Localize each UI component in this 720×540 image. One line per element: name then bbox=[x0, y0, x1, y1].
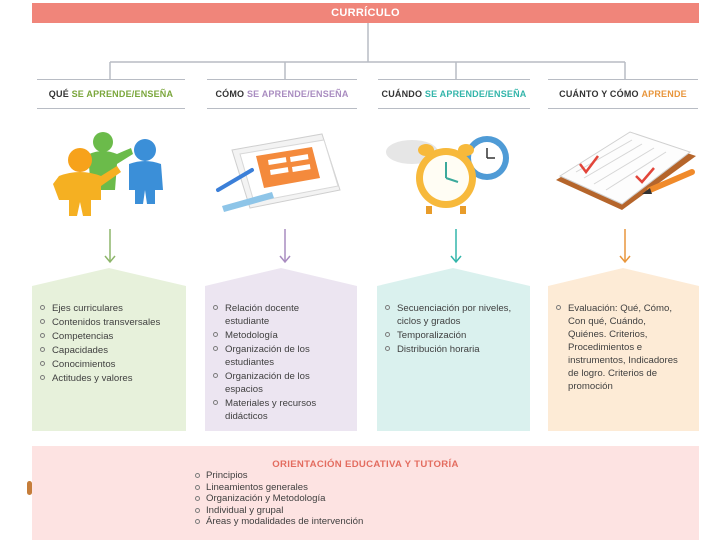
decorative-edge-mark bbox=[27, 481, 32, 495]
list-item: Materiales y recursos didácticos bbox=[211, 397, 351, 423]
list-item: Distribución horaria bbox=[383, 343, 525, 356]
list-item: Competencias bbox=[38, 330, 162, 343]
list-item: Lineamientos generales bbox=[195, 482, 363, 494]
list-item: Contenidos transversales bbox=[38, 316, 162, 329]
heading-cuando: CUÁNDO SE APRENDE/ENSEÑA bbox=[378, 79, 530, 109]
heading-cuanto: CUÁNTO Y CÓMO APRENDE bbox=[548, 79, 698, 109]
orientacion-list bbox=[195, 470, 363, 528]
people-figures-icon bbox=[45, 120, 175, 220]
list-item: Metodología bbox=[211, 329, 351, 342]
como-list bbox=[211, 302, 351, 424]
que-list bbox=[38, 302, 162, 386]
box-que bbox=[32, 268, 186, 431]
list-item: Conocimientos bbox=[38, 358, 162, 371]
orientacion-title: ORIENTACIÓN EDUCATIVA Y TUTORÍA bbox=[272, 459, 459, 470]
list-item: Principios bbox=[195, 470, 363, 482]
heading-como: CÓMO SE APRENDE/ENSEÑA bbox=[207, 79, 357, 109]
list-item: Organización de los estudiantes bbox=[211, 343, 340, 369]
box-como bbox=[205, 268, 357, 431]
box-cuando bbox=[377, 268, 530, 431]
cuando-list bbox=[383, 302, 525, 357]
list-item: Temporalización bbox=[383, 329, 525, 342]
curriculo-title: CURRÍCULO bbox=[331, 7, 400, 19]
notebook-pencil-icon bbox=[550, 120, 698, 220]
box-cuanto bbox=[548, 268, 699, 431]
list-item: Ejes curriculares bbox=[38, 302, 162, 315]
alarm-clock-icon bbox=[382, 120, 522, 220]
list-item: Capacidades bbox=[38, 344, 162, 357]
list-item: Secuenciación por niveles, ciclos y grados bbox=[383, 302, 525, 328]
list-item: Organización de los espacios bbox=[211, 370, 340, 396]
list-item: Individual y grupal bbox=[195, 505, 363, 517]
list-item: Actitudes y valores bbox=[38, 372, 162, 385]
list-item: Organización y Metodología bbox=[195, 493, 363, 505]
orientacion-section bbox=[32, 446, 699, 540]
list-item: Evaluación: Qué, Cómo, Con qué, Cuándo, Quiénes. Criterios, Procedimientos e instrumentos, Indicadores de logro. Criterios de promoción bbox=[554, 302, 684, 393]
list-item: Áreas y modalidades de intervención bbox=[195, 516, 363, 528]
documents-icon bbox=[212, 120, 357, 220]
cuanto-list bbox=[554, 302, 684, 394]
heading-que: QUÉ SE APRENDE/ENSEÑA bbox=[37, 79, 185, 109]
down-arrows bbox=[0, 225, 720, 270]
list-item: Relación docente estudiante bbox=[211, 302, 335, 328]
